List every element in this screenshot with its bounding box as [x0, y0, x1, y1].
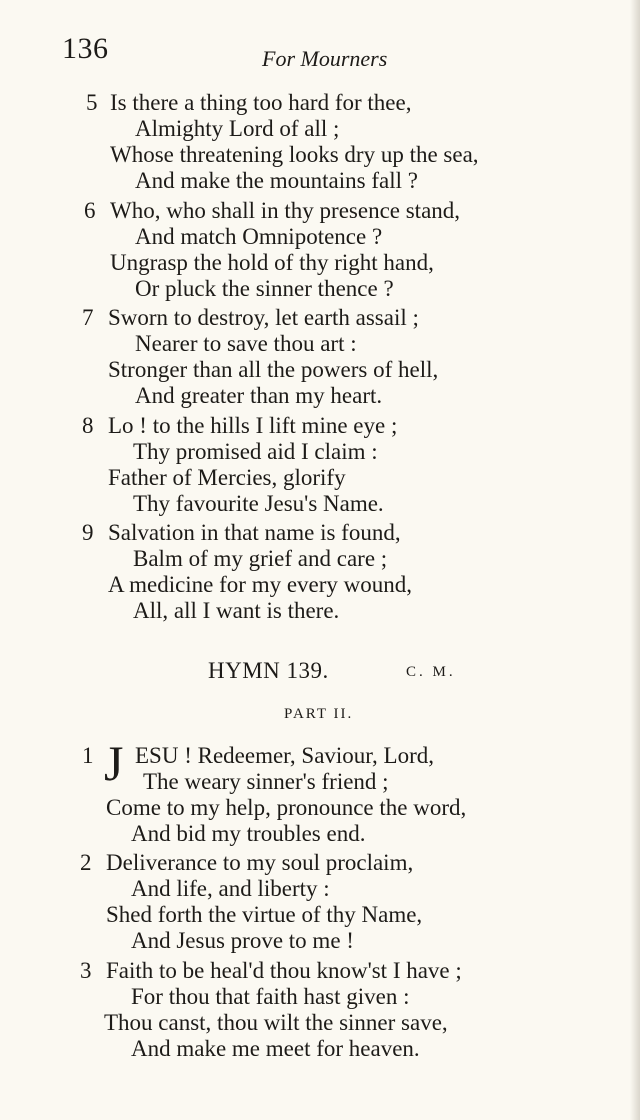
verse-number: 5 [86, 90, 98, 115]
verse-number: 7 [82, 305, 94, 330]
verse-line: Almighty Lord of all ; [135, 116, 340, 141]
verse-line: Who, who shall in thy presence stand, [110, 198, 461, 223]
verse-line: Balm of my grief and care ; [133, 546, 388, 571]
verse-line: Father of Mercies, glorify [108, 465, 346, 490]
verse-line: Ungrasp the hold of thy right hand, [110, 250, 434, 275]
verse-line: The weary sinner's friend ; [143, 769, 389, 794]
hymn-title: HYMN 139. [208, 658, 329, 683]
verse-line: And make the mountains fall ? [135, 168, 418, 193]
verse-line: And make me meet for heaven. [131, 1036, 420, 1061]
verse-line: And greater than my heart. [135, 383, 383, 408]
verse-line: And Jesus prove to me ! [131, 928, 354, 953]
verse-line: And bid my troubles end. [131, 821, 366, 846]
verse-line: Thy favourite Jesu's Name. [133, 491, 384, 516]
verse-line: Thou canst, thou wilt the sinner save, [104, 1010, 448, 1035]
verse-line: Shed forth the virtue of thy Name, [106, 902, 423, 927]
verse-line: Is there a thing too hard for thee, [110, 90, 412, 115]
verse-number: 6 [84, 198, 96, 223]
verse-number: 8 [82, 413, 94, 438]
verse-line: For thou that faith hast given : [131, 984, 410, 1009]
verse-line: Sworn to destroy, let earth assail ; [108, 305, 419, 330]
verse-line: A medicine for my every wound, [108, 572, 413, 597]
verse-number: 3 [80, 958, 92, 983]
verse-line: Nearer to save thou art : [135, 331, 357, 356]
verse-line: Salvation in that name is found, [108, 520, 401, 545]
hymn-part: PART II. [284, 706, 354, 722]
verse-line: And life, and liberty : [131, 876, 330, 901]
verse-line: Come to my help, pronounce the word, [106, 795, 467, 820]
verse-line: Faith to be heal'd thou know'st I have ; [106, 958, 462, 983]
verse-line: Lo ! to the hills I lift mine eye ; [108, 413, 398, 438]
verse-line: Stronger than all the powers of hell, [108, 357, 439, 382]
verse-number: 2 [80, 850, 92, 875]
verse-line: ESU ! Redeemer, Saviour, Lord, [135, 743, 434, 768]
verse-line: Whose threatening looks dry up the sea, [110, 142, 479, 167]
page-number: 136 [62, 32, 109, 65]
hymn-meter: C. M. [406, 664, 456, 680]
verse-line: Or pluck the sinner thence ? [135, 276, 394, 301]
verse-line: And match Omnipotence ? [135, 224, 383, 249]
verse-number: 9 [82, 520, 94, 545]
verse-number: 1 [82, 743, 94, 768]
running-title: For Mourners [262, 46, 388, 71]
verse-line: Deliverance to my soul proclaim, [106, 850, 414, 875]
verse-line: All, all I want is there. [133, 598, 340, 623]
drop-cap: J [104, 735, 124, 791]
page-edge-shadow [630, 0, 640, 1120]
verse-line: Thy promised aid I claim : [133, 439, 378, 464]
